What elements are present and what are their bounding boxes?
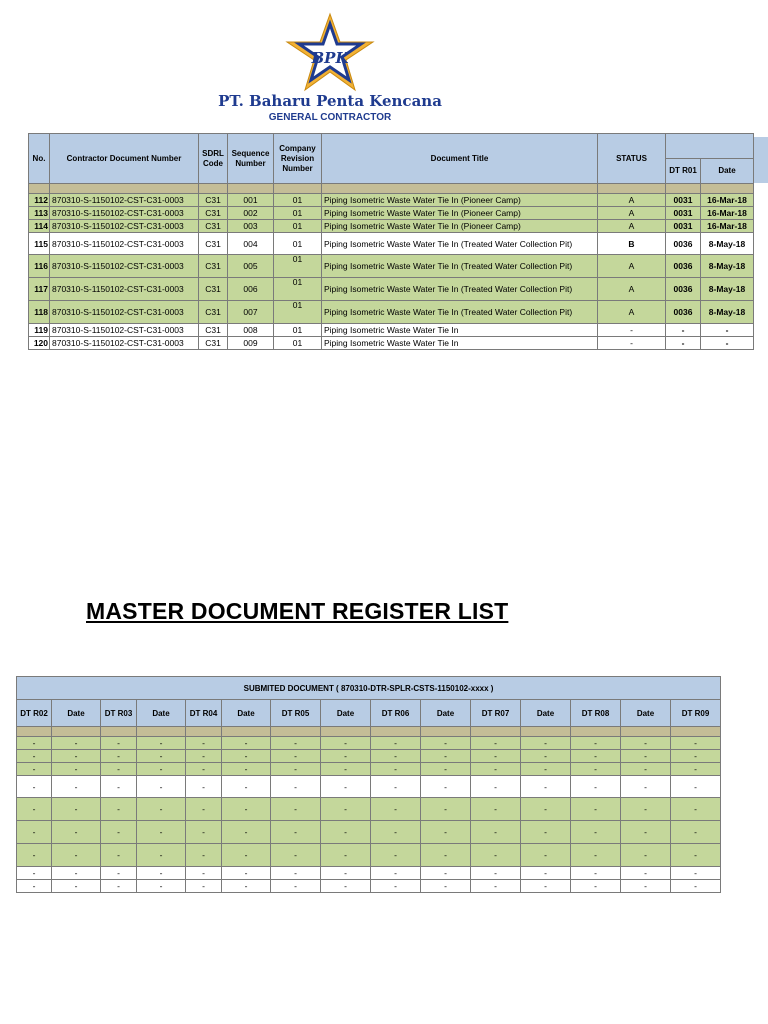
submitted-cell: - [17, 763, 52, 776]
submitted-col: Date [222, 700, 271, 727]
submitted-cell: - [521, 844, 571, 867]
cell-dt: 0036 [666, 233, 701, 255]
cell-date: 16-Mar-18 [701, 207, 754, 220]
submitted-cell: - [186, 776, 222, 798]
cell-no: 116 [29, 255, 50, 278]
cell-title: Piping Isometric Waste Water Tie In [322, 324, 598, 337]
cell-rev: 01 [274, 207, 322, 220]
submitted-col: DT R04 [186, 700, 222, 727]
submitted-cell: - [421, 867, 471, 880]
submitted-cell: - [371, 821, 421, 844]
cell-seq: 006 [228, 278, 274, 301]
cell-dt: - [666, 324, 701, 337]
company-subtitle: GENERAL CONTRACTOR [268, 112, 392, 123]
cell-title: Piping Isometric Waste Water Tie In (Pioneer Camp) [322, 194, 598, 207]
cell-dt: 0036 [666, 255, 701, 278]
submitted-cell: - [421, 821, 471, 844]
submitted-cell: - [186, 737, 222, 750]
submitted-cell: - [321, 763, 371, 776]
cell-rev: 01 [274, 301, 322, 324]
submitted-col: DT R03 [101, 700, 137, 727]
cell-status: - [598, 324, 666, 337]
table-row [17, 867, 721, 880]
submitted-cell: - [421, 737, 471, 750]
submitted-cell: - [271, 867, 321, 880]
submitted-col: DT R05 [271, 700, 321, 727]
cell-date: 8-May-18 [701, 255, 754, 278]
submitted-cell: - [137, 798, 186, 821]
submitted-col: Date [137, 700, 186, 727]
cell-title: Piping Isometric Waste Water Tie In (Pioneer Camp) [322, 207, 598, 220]
submitted-cell: - [186, 867, 222, 880]
submitted-cell: - [621, 737, 671, 750]
submitted-cell: - [671, 798, 721, 821]
cell-dt: 0036 [666, 301, 701, 324]
submitted-cell: - [186, 844, 222, 867]
cell-no: 118 [29, 301, 50, 324]
submitted-cell: - [621, 798, 671, 821]
submitted-col: DT R02 [17, 700, 52, 727]
cell-doc: 870310-S-1150102-CST-C31-0003 [50, 255, 199, 278]
cell-doc: 870310-S-1150102-CST-C31-0003 [50, 220, 199, 233]
submitted-cell: - [137, 763, 186, 776]
submitted-cell: - [671, 844, 721, 867]
cell-date: - [701, 324, 754, 337]
submitted-cell: - [222, 750, 271, 763]
submitted-cell: - [521, 798, 571, 821]
cell-rev: 01 [274, 278, 322, 301]
submitted-cell: - [471, 750, 521, 763]
submitted-cell: - [101, 763, 137, 776]
submitted-cell: - [52, 750, 101, 763]
cell-sdrl: C31 [199, 301, 228, 324]
submitted-col: DT R06 [371, 700, 421, 727]
submitted-cell: - [371, 763, 421, 776]
submitted-cell: - [186, 821, 222, 844]
cell-status: A [598, 220, 666, 233]
submitted-cell: - [471, 880, 521, 893]
submitted-cell: - [101, 737, 137, 750]
submitted-cell: - [471, 821, 521, 844]
submitted-cell: - [571, 750, 621, 763]
submitted-cell: - [471, 776, 521, 798]
submitted-cell: - [471, 763, 521, 776]
submitted-cell: - [571, 880, 621, 893]
cell-dt: 0036 [666, 278, 701, 301]
cell-date: 8-May-18 [701, 278, 754, 301]
submitted-cell: - [52, 844, 101, 867]
submitted-cell: - [271, 763, 321, 776]
cell-dt: 0031 [666, 194, 701, 207]
submitted-cell: - [222, 880, 271, 893]
cell-doc: 870310-S-1150102-CST-C31-0003 [50, 233, 199, 255]
table-header-row [29, 134, 754, 159]
submitted-cell: - [137, 867, 186, 880]
header-tab-extension [753, 137, 768, 183]
cell-rev: 01 [274, 324, 322, 337]
submitted-cell: - [471, 844, 521, 867]
table-row [29, 207, 754, 220]
submitted-cell: - [571, 737, 621, 750]
submitted-cell: - [186, 798, 222, 821]
submitted-cell: - [222, 737, 271, 750]
table-row [29, 301, 754, 324]
submitted-col: Date [421, 700, 471, 727]
submitted-cell: - [271, 880, 321, 893]
submitted-cell: - [222, 821, 271, 844]
cell-title: Piping Isometric Waste Water Tie In (Treated Water Collection Pit) [322, 255, 598, 278]
submitted-cell: - [671, 880, 721, 893]
table-row [17, 821, 721, 844]
cell-seq: 002 [228, 207, 274, 220]
cell-status: A [598, 301, 666, 324]
submitted-cell: - [671, 763, 721, 776]
cell-doc: 870310-S-1150102-CST-C31-0003 [50, 207, 199, 220]
cell-no: 114 [29, 220, 50, 233]
cell-doc: 870310-S-1150102-CST-C31-0003 [50, 337, 199, 350]
submitted-cell: - [371, 776, 421, 798]
submitted-cell: - [421, 750, 471, 763]
cell-status: A [598, 207, 666, 220]
cell-doc: 870310-S-1150102-CST-C31-0003 [50, 278, 199, 301]
cell-seq: 005 [228, 255, 274, 278]
submitted-cell: - [371, 867, 421, 880]
cell-doc: 870310-S-1150102-CST-C31-0003 [50, 324, 199, 337]
submitted-cell: - [52, 867, 101, 880]
col-dt-r01: DT R01 [666, 159, 701, 184]
submitted-cell: - [52, 798, 101, 821]
cell-status: A [598, 278, 666, 301]
table-row [17, 776, 721, 798]
cell-seq: 004 [228, 233, 274, 255]
submitted-cell: - [521, 776, 571, 798]
submitted-cell: - [571, 844, 621, 867]
submitted-document-table [16, 676, 721, 893]
submitted-cell: - [671, 737, 721, 750]
cell-sdrl: C31 [199, 220, 228, 233]
submitted-cell: - [621, 821, 671, 844]
submitted-cell: - [137, 844, 186, 867]
submitted-cell: - [571, 821, 621, 844]
submitted-cell: - [271, 776, 321, 798]
submitted-cell: - [321, 880, 371, 893]
col-contractor-doc: Contractor Document Number [50, 134, 199, 184]
cell-title: Piping Isometric Waste Water Tie In (Pioneer Camp) [322, 220, 598, 233]
submitted-cell: - [371, 750, 421, 763]
submitted-cell: - [222, 776, 271, 798]
cell-sdrl: C31 [199, 337, 228, 350]
submitted-col: DT R07 [471, 700, 521, 727]
submitted-cell: - [371, 798, 421, 821]
cell-dt: - [666, 337, 701, 350]
cell-date: 8-May-18 [701, 233, 754, 255]
submitted-cell: - [271, 798, 321, 821]
submitted-cell: - [137, 776, 186, 798]
cell-rev: 01 [274, 194, 322, 207]
submitted-cell: - [421, 763, 471, 776]
submitted-cell: - [186, 750, 222, 763]
submitted-cell: - [421, 880, 471, 893]
submitted-cell: - [621, 763, 671, 776]
submitted-cell: - [471, 798, 521, 821]
submitted-col: Date [52, 700, 101, 727]
submitted-cell: - [101, 798, 137, 821]
cell-no: 113 [29, 207, 50, 220]
cell-dt: 0031 [666, 220, 701, 233]
submitted-cell: - [17, 750, 52, 763]
col-no: No. [29, 134, 50, 184]
submitted-cell: - [186, 763, 222, 776]
cell-dt: 0031 [666, 207, 701, 220]
submitted-title: SUBMITED DOCUMENT ( 870310-DTR-SPLR-CSTS-1150102-xxxx ) [17, 677, 721, 700]
submitted-cell: - [17, 880, 52, 893]
submitted-col: DT R09 [671, 700, 721, 727]
table-row [17, 737, 721, 750]
cell-status: A [598, 194, 666, 207]
submitted-cell: - [52, 776, 101, 798]
table-row [17, 844, 721, 867]
table-row [29, 194, 754, 207]
cell-date: - [701, 337, 754, 350]
submitted-cell: - [271, 750, 321, 763]
col-dt-group [666, 134, 754, 159]
cell-no: 115 [29, 233, 50, 255]
submitted-cell: - [186, 880, 222, 893]
document-table [28, 133, 754, 350]
submitted-cell: - [521, 737, 571, 750]
submitted-cell: - [17, 867, 52, 880]
submitted-cell: - [222, 844, 271, 867]
submitted-col: Date [521, 700, 571, 727]
submitted-cell: - [371, 880, 421, 893]
cell-date: 16-Mar-18 [701, 194, 754, 207]
submitted-cell: - [621, 867, 671, 880]
cell-no: 120 [29, 337, 50, 350]
submitted-cell: - [521, 880, 571, 893]
submitted-cell: - [471, 867, 521, 880]
submitted-cell: - [371, 844, 421, 867]
table-row [29, 337, 754, 350]
submitted-header-row [17, 700, 721, 727]
bpk-star-logo [283, 12, 377, 94]
cell-title: Piping Isometric Waste Water Tie In (Treated Water Collection Pit) [322, 233, 598, 255]
cell-no: 112 [29, 194, 50, 207]
submitted-cell: - [521, 750, 571, 763]
table-row [29, 278, 754, 301]
submitted-cell: - [321, 867, 371, 880]
cell-title: Piping Isometric Waste Water Tie In (Treated Water Collection Pit) [322, 301, 598, 324]
submitted-cell: - [52, 880, 101, 893]
cell-status: - [598, 337, 666, 350]
cell-rev: 01 [274, 220, 322, 233]
cell-doc: 870310-S-1150102-CST-C31-0003 [50, 301, 199, 324]
submitted-cell: - [671, 821, 721, 844]
submitted-cell: - [101, 750, 137, 763]
submitted-cell: - [17, 776, 52, 798]
table-row [17, 750, 721, 763]
submitted-cell: - [52, 821, 101, 844]
cell-status: A [598, 255, 666, 278]
col-revision: Company Revision Number [274, 134, 322, 184]
submitted-cell: - [471, 737, 521, 750]
submitted-cell: - [137, 750, 186, 763]
cell-title: Piping Isometric Waste Water Tie In (Treated Water Collection Pit) [322, 278, 598, 301]
cell-seq: 007 [228, 301, 274, 324]
cell-seq: 001 [228, 194, 274, 207]
submitted-cell: - [421, 798, 471, 821]
submitted-col: Date [621, 700, 671, 727]
submitted-cell: - [52, 737, 101, 750]
submitted-cell: - [17, 798, 52, 821]
table-row [17, 763, 721, 776]
cell-seq: 009 [228, 337, 274, 350]
submitted-cell: - [101, 844, 137, 867]
cell-title: Piping Isometric Waste Water Tie In [322, 337, 598, 350]
cell-rev: 01 [274, 337, 322, 350]
cell-sdrl: C31 [199, 324, 228, 337]
cell-sdrl: C31 [199, 194, 228, 207]
submitted-cell: - [101, 821, 137, 844]
submitted-col: Date [321, 700, 371, 727]
col-date: Date [701, 159, 754, 184]
table-row [17, 880, 721, 893]
cell-no: 117 [29, 278, 50, 301]
submitted-cell: - [521, 867, 571, 880]
table-row [29, 233, 754, 255]
submitted-cell: - [671, 776, 721, 798]
submitted-cell: - [17, 737, 52, 750]
submitted-cell: - [271, 737, 321, 750]
cell-sdrl: C31 [199, 255, 228, 278]
submitted-cell: - [521, 763, 571, 776]
submitted-cell: - [621, 880, 671, 893]
submitted-cell: - [421, 844, 471, 867]
submitted-cell: - [321, 750, 371, 763]
submitted-cell: - [222, 763, 271, 776]
submitted-cell: - [321, 737, 371, 750]
cell-sdrl: C31 [199, 233, 228, 255]
submitted-cell: - [571, 776, 621, 798]
table-row [17, 798, 721, 821]
company-name: PT. Baharu Penta Kencana [218, 92, 442, 110]
cell-rev: 01 [274, 255, 322, 278]
cell-sdrl: C31 [199, 207, 228, 220]
table-row [29, 324, 754, 337]
submitted-cell: - [137, 821, 186, 844]
register-title: MASTER DOCUMENT REGISTER LIST [86, 598, 509, 624]
submitted-cell: - [137, 880, 186, 893]
submitted-cell: - [321, 844, 371, 867]
logo-text: BPK [311, 49, 349, 67]
cell-seq: 008 [228, 324, 274, 337]
cell-status: B [598, 233, 666, 255]
submitted-cell: - [137, 737, 186, 750]
submitted-cell: - [271, 844, 321, 867]
cell-doc: 870310-S-1150102-CST-C31-0003 [50, 194, 199, 207]
spacer-row [17, 727, 721, 737]
submitted-cell: - [17, 844, 52, 867]
submitted-cell: - [52, 763, 101, 776]
submitted-cell: - [671, 867, 721, 880]
col-title: Document Title [322, 134, 598, 184]
submitted-cell: - [101, 867, 137, 880]
spacer-row [29, 184, 754, 194]
col-sdrl: SDRL Code [199, 134, 228, 184]
submitted-cell: - [621, 844, 671, 867]
table-row [29, 255, 754, 278]
submitted-cell: - [222, 867, 271, 880]
submitted-col: DT R08 [571, 700, 621, 727]
submitted-cell: - [271, 821, 321, 844]
submitted-cell: - [321, 798, 371, 821]
cell-date: 16-Mar-18 [701, 220, 754, 233]
cell-seq: 003 [228, 220, 274, 233]
submitted-cell: - [17, 821, 52, 844]
submitted-cell: - [321, 776, 371, 798]
submitted-cell: - [101, 776, 137, 798]
cell-rev: 01 [274, 233, 322, 255]
col-sequence: Sequence Number [228, 134, 274, 184]
submitted-cell: - [421, 776, 471, 798]
submitted-cell: - [321, 821, 371, 844]
submitted-cell: - [371, 737, 421, 750]
cell-sdrl: C31 [199, 278, 228, 301]
col-status: STATUS [598, 134, 666, 184]
submitted-cell: - [571, 763, 621, 776]
submitted-cell: - [571, 867, 621, 880]
table-row [29, 220, 754, 233]
submitted-cell: - [621, 750, 671, 763]
submitted-cell: - [101, 880, 137, 893]
cell-no: 119 [29, 324, 50, 337]
submitted-cell: - [222, 798, 271, 821]
submitted-cell: - [571, 798, 621, 821]
cell-date: 8-May-18 [701, 301, 754, 324]
submitted-cell: - [671, 750, 721, 763]
submitted-cell: - [521, 821, 571, 844]
submitted-cell: - [621, 776, 671, 798]
